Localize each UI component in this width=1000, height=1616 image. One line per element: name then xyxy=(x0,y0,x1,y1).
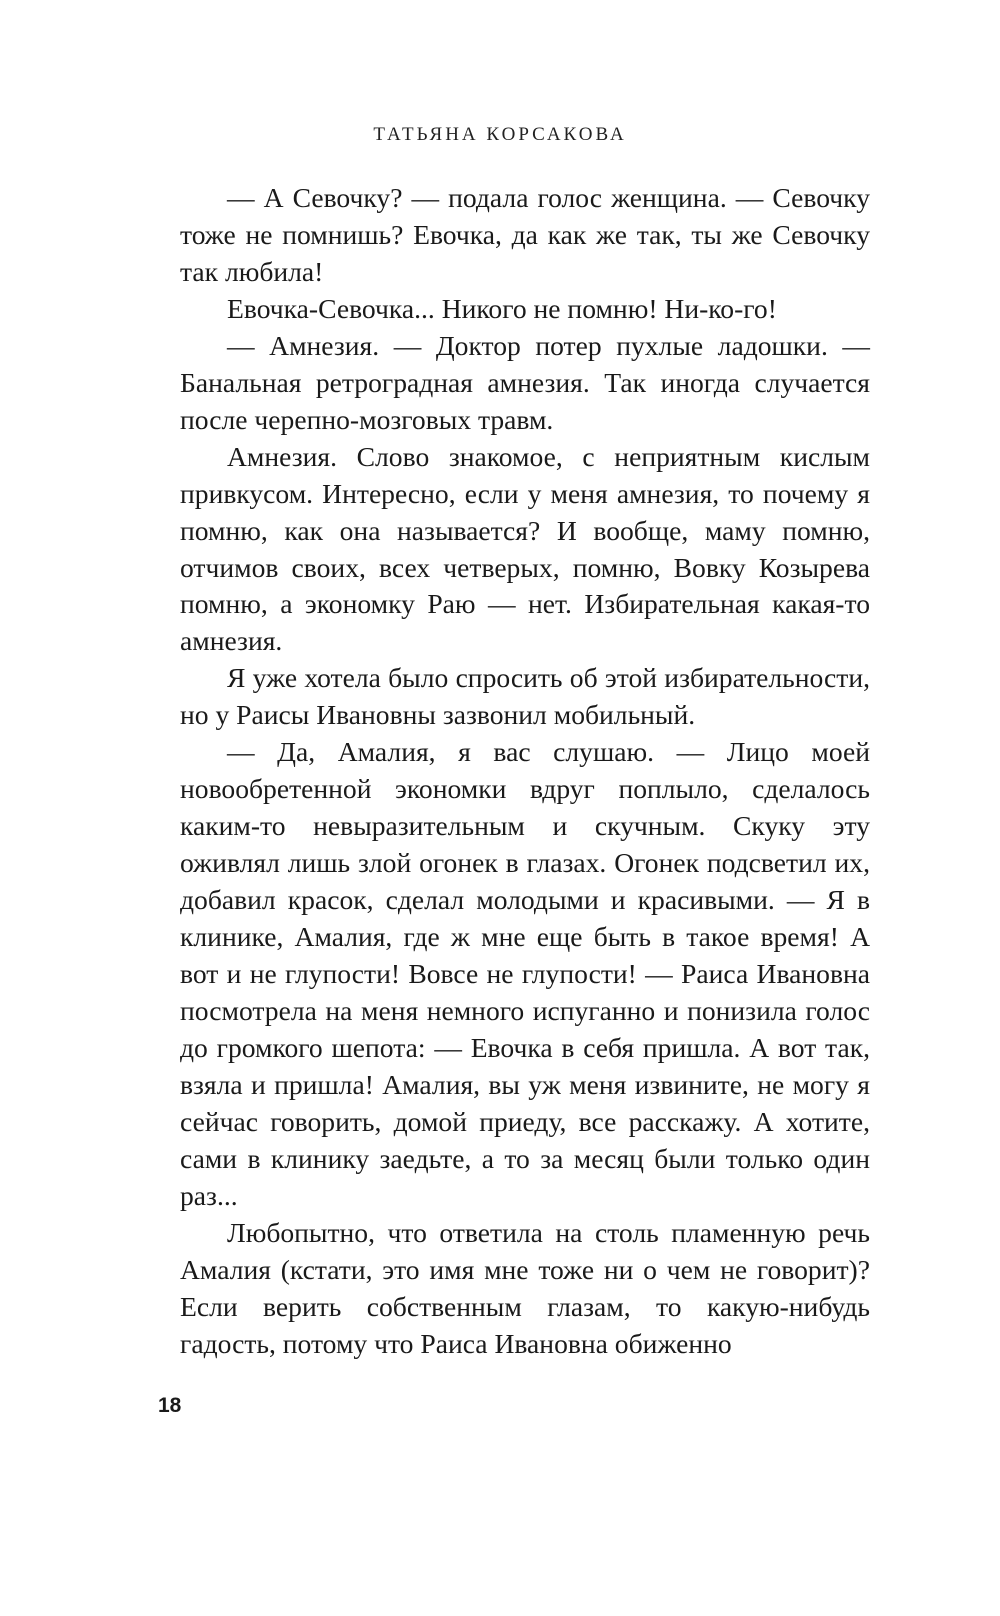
paragraph: Я уже хотела было спросить об этой избирательности, но у Раисы Ивановны зазвонил мобильный. xyxy=(180,662,870,731)
paragraph: — Да, Амалия, я вас слушаю. — Лицо моей новообретенной экономки вдруг поплыло, сделалось каким-то невыразительным и скучным. Скуку эту оживлял лишь злой огонек в глазах. Огонек подсветил их, добавил красок, сделал молодыми и красивыми. — Я в клинике, Амалия, где ж мне еще быть в такое время! А вот и не глупости! Вовсе не глупости! — Раиса Ивановна посмотрела на меня немного испуганно и понизила голос до громкого шепота: — Евочка в себя пришла. А вот так, взяла и пришла! Амалия, вы уж меня извините, не могу я сейчас говорить, домой приеду, все расскажу. А хотите, сами в клинику заедьте, а то за месяц были только один раз... xyxy=(180,736,870,1211)
paragraph: — А Севочку? — подала голос женщина. — Севочку тоже не помнишь? Евочка, да как же так, ты же Севочку так любила! xyxy=(180,182,870,287)
paragraph: Амнезия. Слово знакомое, с неприятным кислым привкусом. Интересно, если у меня амнезия, то почему я помню, как она называется? И вообще, маму помню, отчимов своих, всех четверых, помню, Вовку Козырева помню, а экономку Раю — нет. Избирательная какая-то амнезия. xyxy=(180,440,870,657)
body-text xyxy=(180,180,870,1363)
page-number: 18 xyxy=(158,1394,182,1417)
paragraph: Любопытно, что ответила на столь пламенную речь Амалия (кстати, это имя мне тоже ни о чем не говорит)? Если верить собственным глазам, то какую-нибудь гадость, потому что Раиса Ивановна обиженно xyxy=(180,1216,870,1359)
running-head-author: ТАТЬЯНА КОРСАКОВА xyxy=(373,124,627,145)
paragraph: — Амнезия. — Доктор потер пухлые ладошки. — Банальная ретроградная амнезия. Так иногда случается после черепно-мозговых травм. xyxy=(180,329,870,435)
paragraph: Евочка-Севочка... Никого не помню! Ни-ко-го! xyxy=(227,292,777,324)
